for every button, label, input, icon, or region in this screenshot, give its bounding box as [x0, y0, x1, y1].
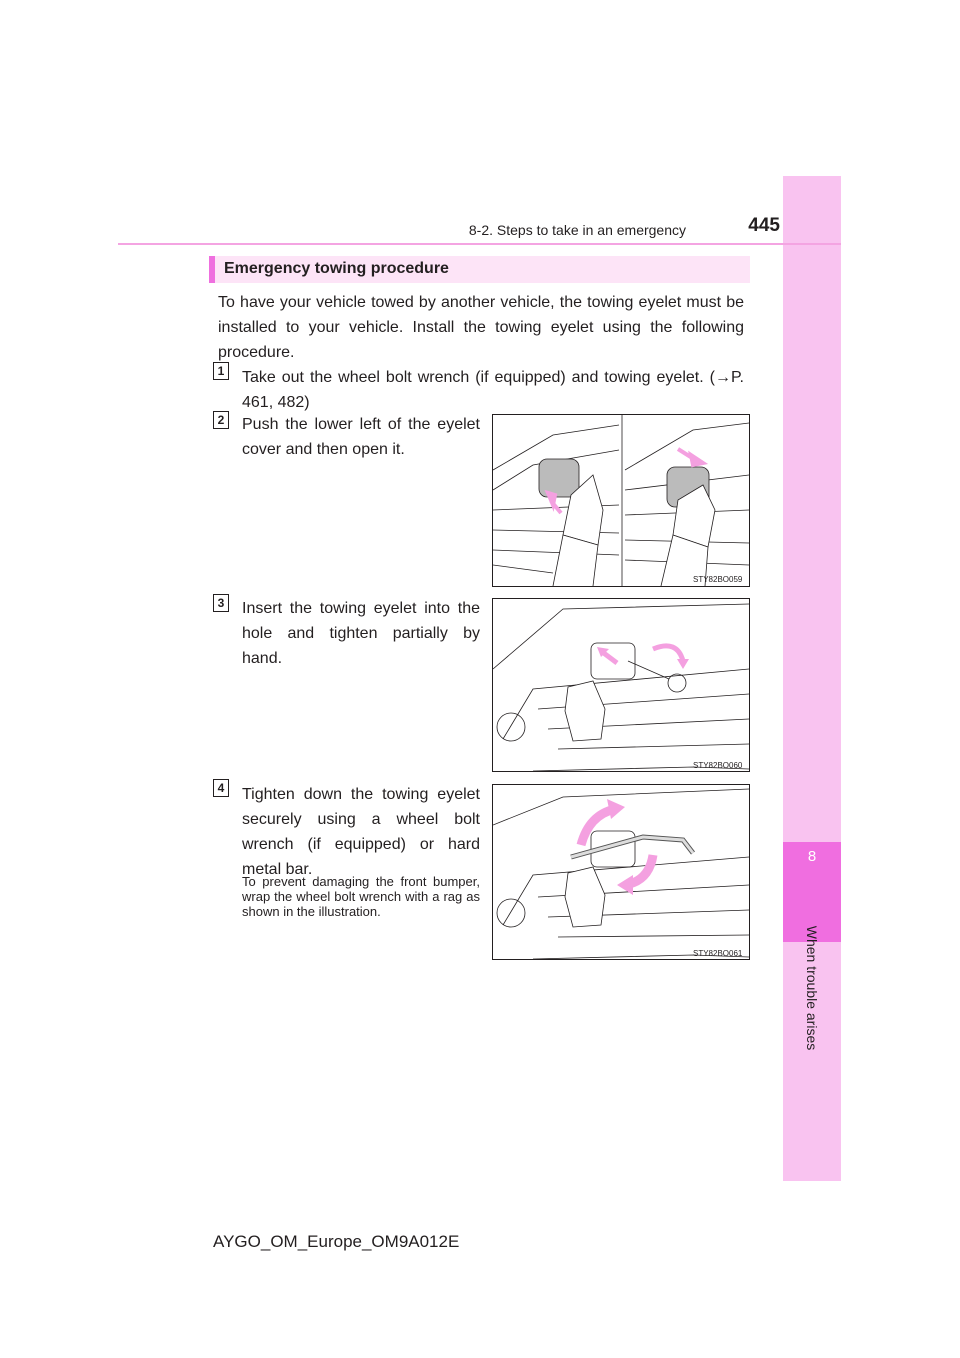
figure-insert-eyelet	[492, 598, 750, 772]
figure-eyelet-cover	[492, 414, 750, 587]
section-title: Emergency towing procedure	[224, 260, 449, 277]
step-4-note: To prevent damaging the front bumper, wrap the wheel bolt wrench with a rag as shown in the illustration.	[242, 874, 480, 919]
intro-paragraph: To have your vehicle towed by another vehicle, the towing eyelet must be installed to your vehicle. Install the towing eyelet using the following procedure.	[218, 294, 744, 361]
figure-tighten-eyelet	[492, 784, 750, 960]
tighten-eyelet-illustration	[493, 785, 749, 959]
document-footer-id: AYGO_OM_Europe_OM9A012E	[213, 1232, 460, 1251]
figure-code: STY82BO059	[693, 575, 743, 584]
insert-eyelet-illustration	[493, 599, 749, 771]
step-3-number: 3	[213, 594, 229, 612]
figure-code: STY82BO060	[693, 761, 743, 770]
step-1-number: 1	[213, 362, 229, 380]
step-4-text: Tighten down the towing eyelet securely using a wheel bolt wrench (if equipped) or hard metal bar.	[242, 786, 480, 878]
eyelet-cover-illustration	[493, 415, 749, 586]
section-heading-bar	[209, 256, 215, 283]
chapter-title: When trouble arises	[804, 925, 820, 1051]
step-4-number: 4	[213, 779, 229, 797]
page-number: 445	[748, 215, 780, 236]
running-header-section: 8-2. Steps to take in an emergency	[468, 222, 686, 238]
figure-code: STY82BO061	[693, 949, 743, 958]
step-3-text: Insert the towing eyelet into the hole and tighten partially by hand.	[242, 600, 480, 667]
header-rule	[118, 243, 841, 245]
step-2-text: Push the lower left of the eyelet cover and then open it.	[242, 416, 480, 458]
step-2-number: 2	[213, 411, 229, 429]
step-1-text: Take out the wheel bolt wrench (if equipped) and towing eyelet. (→P. 461, 482)	[242, 369, 744, 411]
chapter-number: 8	[807, 848, 817, 865]
